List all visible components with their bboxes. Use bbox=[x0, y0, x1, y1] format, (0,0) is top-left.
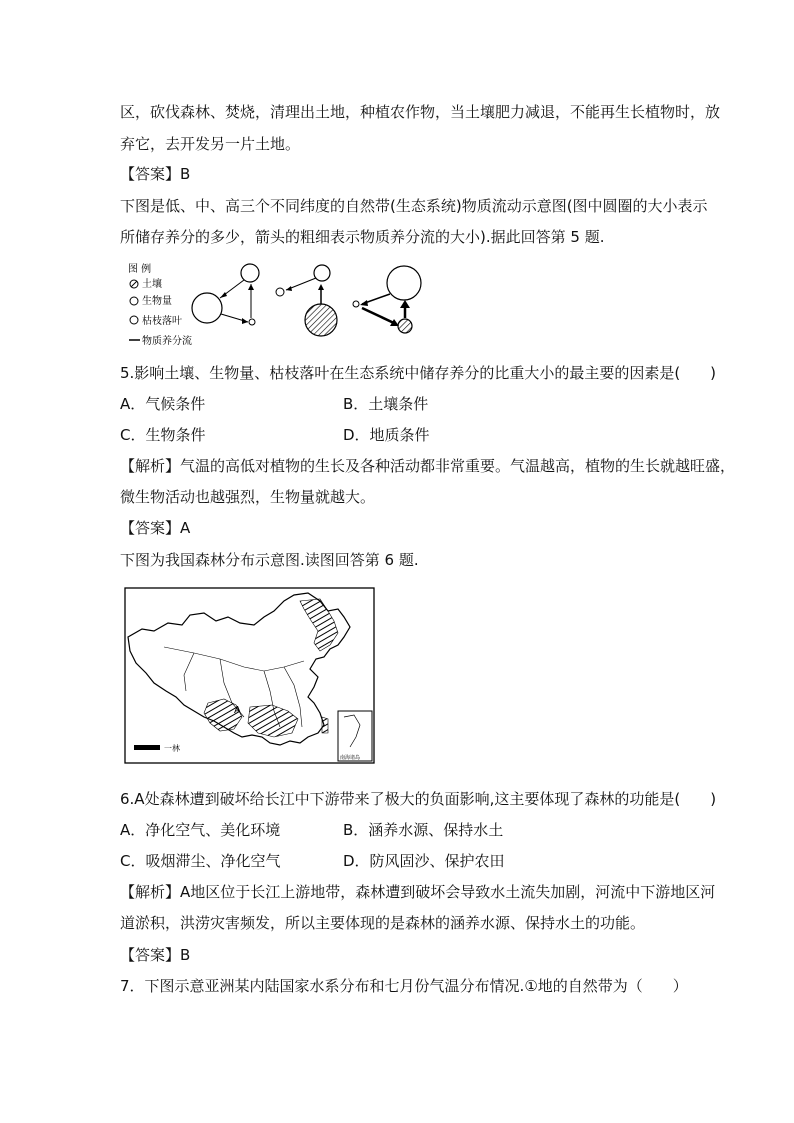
q5-lead-line-2: 所储存养分的多少，箭头的粗细表示物质养分流的大小).据此回答第 5 题. bbox=[120, 228, 605, 246]
q6-answer: 【答案】B bbox=[120, 946, 191, 964]
q5-option-a: A．气候条件 bbox=[120, 395, 206, 413]
legend-litter-icon bbox=[130, 316, 138, 324]
q6-analysis-line-2: 道淤积，洪涝灾害频发，所以主要体现的是森林的涵养水源、保持水土的功能。 bbox=[120, 914, 646, 932]
inset-label: 南海诸岛 bbox=[340, 755, 361, 761]
map-frame bbox=[125, 588, 374, 763]
legend-title: 图 例 bbox=[128, 264, 152, 275]
diagram-low-latitude bbox=[353, 266, 421, 333]
q6-lead: 下图为我国森林分布示意图.读图回答第 6 题. bbox=[120, 551, 419, 569]
point-a-label: A bbox=[234, 705, 241, 716]
legend-biomass: 生物量 bbox=[142, 296, 172, 307]
q6-option-b: B．涵养水源、保持水土 bbox=[343, 821, 504, 839]
q5-lead-line-1: 下图是低、中、高三个不同纬度的自然带(生态系统)物质流动示意图(图中圆圈的大小表示 bbox=[120, 197, 708, 215]
q7-stem: 7．下图示意亚洲某内陆国家水系分布和七月份气温分布情况.①地的自然带为（ ） bbox=[120, 977, 688, 995]
legend-biomass-icon bbox=[130, 297, 138, 305]
diagram-mid-latitude bbox=[276, 265, 337, 336]
q5-stem: 5.影响土壤、生物量、枯枝落叶在生态系统中储存养分的比重大小的最主要的因素是( ) bbox=[120, 364, 717, 382]
q6-analysis-line-1: 【解析】A地区位于长江上游地带，森林遭到破坏会导致水土流失加剧，河流中下游地区河 bbox=[120, 883, 716, 901]
scale-label: 一林 bbox=[164, 744, 180, 753]
q6-option-d: D．防风固沙、保护农田 bbox=[343, 852, 505, 870]
legend-litter: 枯枝落叶 bbox=[142, 316, 182, 327]
q5-answer: 【答案】A bbox=[120, 519, 191, 537]
scale-bar bbox=[134, 745, 160, 750]
china-forest-map bbox=[124, 587, 376, 765]
answer-4: 【答案】B bbox=[120, 165, 191, 183]
diagram-high-latitude bbox=[192, 264, 259, 325]
q5-option-b: B．土壤条件 bbox=[343, 395, 429, 413]
south-china-sea-inset bbox=[338, 711, 372, 761]
q5-analysis-line-2: 微生物活动也越强烈，生物量就越大。 bbox=[120, 488, 376, 506]
intro-line-2: 弃它，去开发另一片土地。 bbox=[120, 135, 301, 153]
q6-option-a: A．净化空气、美化环境 bbox=[120, 821, 281, 839]
q5-option-c: C．生物条件 bbox=[120, 426, 206, 444]
q6-stem: 6.A处森林遭到破坏给长江中下游带来了极大的负面影响,这主要体现了森林的功能是( ) bbox=[120, 790, 717, 808]
taiwan-forest bbox=[322, 717, 328, 733]
q6-option-c: C．吸烟滞尘、净化空气 bbox=[120, 852, 281, 870]
legend-flow: 物质养分流 bbox=[142, 336, 192, 347]
q5-analysis-line-1: 【解析】气温的高低对植物的生长及各种活动都非常重要。气温越高，植物的生长就越旺盛， bbox=[120, 457, 736, 475]
q5-option-d: D．地质条件 bbox=[343, 426, 430, 444]
legend-soil: 土壤 bbox=[142, 279, 162, 290]
nutrient-flow-diagram bbox=[124, 258, 424, 354]
intro-line-1: 区，砍伐森林、焚烧，清理出土地，种植农作物，当土壤肥力减退，不能再生长植物时，放 bbox=[120, 103, 721, 121]
